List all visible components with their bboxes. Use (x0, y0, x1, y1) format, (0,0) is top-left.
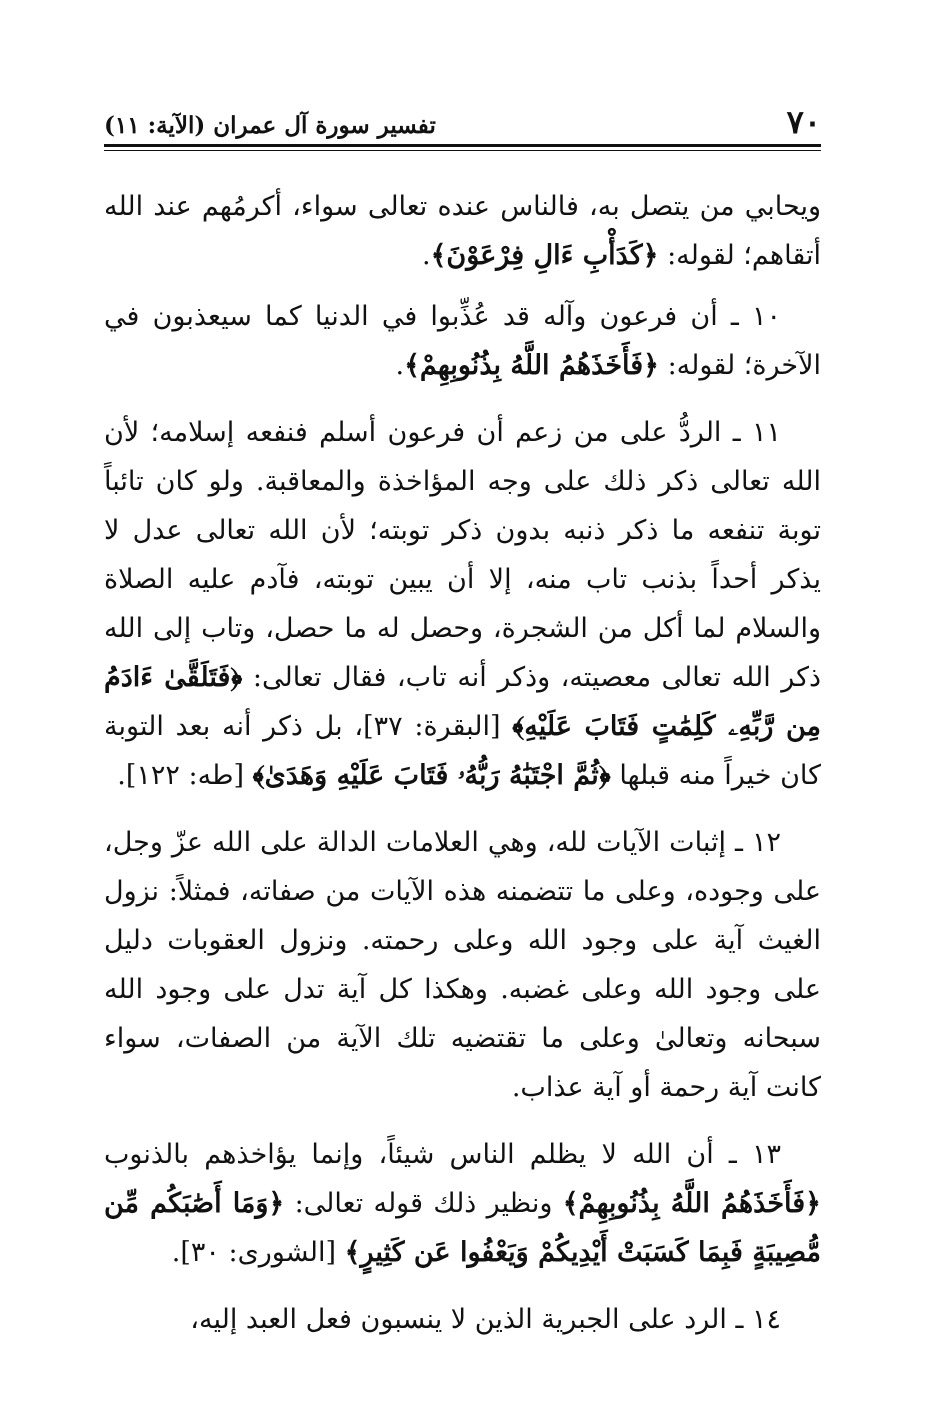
paragraph-text: أن فرعون وآله قد عُذِّبوا في الدنيا كما سيعذبون في الآخرة؛ لقوله: (104, 301, 821, 381)
paragraph-number: ١١ ـ (721, 417, 781, 448)
verse-reference: [طه: ١٢٢] (125, 760, 253, 791)
paragraph-number: ١٣ ـ (713, 1139, 781, 1170)
body-text (104, 182, 821, 1362)
paragraph-number: ١٢ ـ (726, 827, 781, 858)
verse-reference: [البقرة: ٣٧] (363, 711, 513, 742)
paragraph-text: الردُّ على من زعم أن فرعون أسلم فنفعه إسلامه؛ لأن الله تعالى ذكر ذلك على وجه المؤاخذة والمعاقبة. ولو كان تائباً توبة تنفعه ما ذكر ذنبه بدون ذكر توبته؛ لأن الله تعالى عدل لا يذكر أحداً بذنب تاب منه، إلا أن يبين توبته، فآدم عليه الصلاة والسلام لما أكل من الشجرة، وحصل له ما حصل، وتاب إلى الله ذكر الله تعالى معصيته، وذكر أنه تاب، فقال تعالى: (104, 417, 821, 693)
paragraph-13 (104, 1130, 821, 1277)
page-number: ٧٠ (786, 103, 821, 141)
paragraph-text: . (171, 1237, 181, 1268)
paragraph-11 (104, 408, 821, 800)
header-rule-thick (104, 144, 821, 147)
paragraph-text: ، بل ذكر أنه بعد التوبة كان خيراً منه قبلها (104, 711, 821, 791)
paragraph-12 (104, 818, 821, 1112)
paragraph-text: إثبات الآيات لله، وهي العلامات الدالة على الله عزّ وجل، على وجوده، وعلى ما تتضمنه هذه الآيات من صفاته، فمثلاً: نزول الغيث آية على وجود الله وعلى رحمته. ونزول العقوبات دليل على وجود الله وعلى غضبه. وهكذا كل آية تدل على وجود الله سبحانه وتعالىٰ وعلى ما تقتضيه تلك الآية من الصفات، سواء كانت آية رحمة أو آية عذاب. (104, 827, 821, 1103)
running-title: تفسير سورة آل عمران (الآية: ١١) (104, 112, 436, 139)
paragraph-text: أن الله لا يظلم الناس شيئاً، وإنما يؤاخذهم بالذنوب (104, 1139, 714, 1170)
quran-quote: ﴿فَأَخَذَهُمُ اللَّهُ بِذُنُوبِهِمْ﴾ (404, 350, 659, 381)
paragraph-text: ونظير ذلك قوله تعالى: (284, 1188, 563, 1219)
quran-quote: ﴿وَمَا أَصَٰبَكُم مِّن مُّصِيبَةٍ فَبِمَا كَسَبَتْ أَيْدِيكُمْ وَيَعْفُوا عَن كَثِيرٍ﴾ (104, 1188, 821, 1268)
verse-reference: [الشورى: ٣٠] (180, 1237, 345, 1268)
paragraph-text: ويحابي من يتصل به، فالناس عنده تعالى سواء، أكرمُهم عند الله أتقاهم؛ لقوله: (104, 191, 821, 271)
paragraph-text: الرد على الجبرية الذين لا ينسبون فعل العبد إليه، (190, 1304, 727, 1335)
paragraph-14 (104, 1295, 821, 1344)
quran-quote: ﴿ثُمَّ اجْتَبَٰهُ رَبُّهُۥ فَتَابَ عَلَيْهِ وَهَدَىٰ﴾ (252, 760, 611, 791)
paragraph-text: . (395, 350, 405, 381)
quran-quote: ﴿فَتَلَقَّىٰ ءَادَمُ مِن رَّبِّهِۦ كَلِمَٰتٍ فَتَابَ عَلَيْهِ﴾ (104, 662, 821, 742)
paragraph-text: . (422, 240, 431, 271)
paragraph-number: ١٤ ـ (726, 1304, 781, 1335)
header-rule-thin (104, 150, 821, 151)
paragraph-10 (104, 292, 821, 390)
paragraph-text: . (117, 760, 126, 791)
paragraph-number: ١٠ ـ (717, 301, 781, 332)
quran-quote: ﴿فَأَخَذَهُمُ اللَّهُ بِذُنُوبِهِمْ﴾ (562, 1188, 821, 1219)
quran-quote: ﴿كَدَأْبِ ءَالِ فِرْعَوْنَ﴾ (430, 240, 659, 271)
page-header (104, 100, 821, 150)
paragraph-continuation (104, 182, 821, 280)
